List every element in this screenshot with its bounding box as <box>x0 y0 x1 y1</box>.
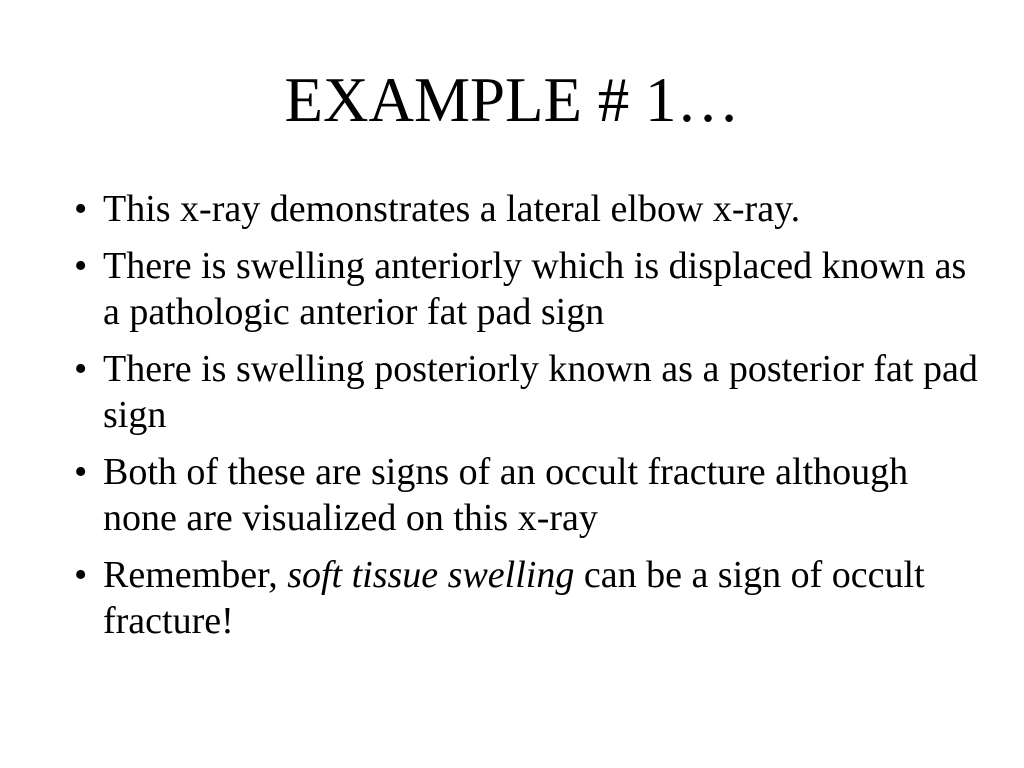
bullet-text-emphasis: soft tissue swelling <box>287 554 575 596</box>
bullet-item <box>72 243 982 335</box>
bullet-text: There is swelling posteriorly known as a posterior fat pad sign <box>103 348 978 436</box>
bullet-text-after: can be a sign of occult fracture! <box>103 554 925 642</box>
bullet-text-before: Remember, <box>103 554 288 596</box>
bullet-icon: • <box>74 451 88 493</box>
bullet-icon: • <box>74 245 88 287</box>
bullet-list <box>72 186 982 655</box>
bullet-text: Both of these are signs of an occult fracture although none are visualized on this x-ray <box>103 451 909 539</box>
bullet-icon: • <box>74 188 88 230</box>
bullet-item <box>72 346 982 438</box>
bullet-icon: • <box>74 348 88 390</box>
bullet-item-remember <box>72 552 982 644</box>
slide-title: EXAMPLE # 1… <box>284 65 740 135</box>
bullet-icon: • <box>74 554 88 596</box>
bullet-item <box>72 449 982 541</box>
bullet-item <box>72 186 982 232</box>
bullet-text: This x-ray demonstrates a lateral elbow x-ray. <box>103 188 801 230</box>
bullet-text: There is swelling anteriorly which is displaced known as a pathologic anterior fat pad sign <box>103 245 967 333</box>
